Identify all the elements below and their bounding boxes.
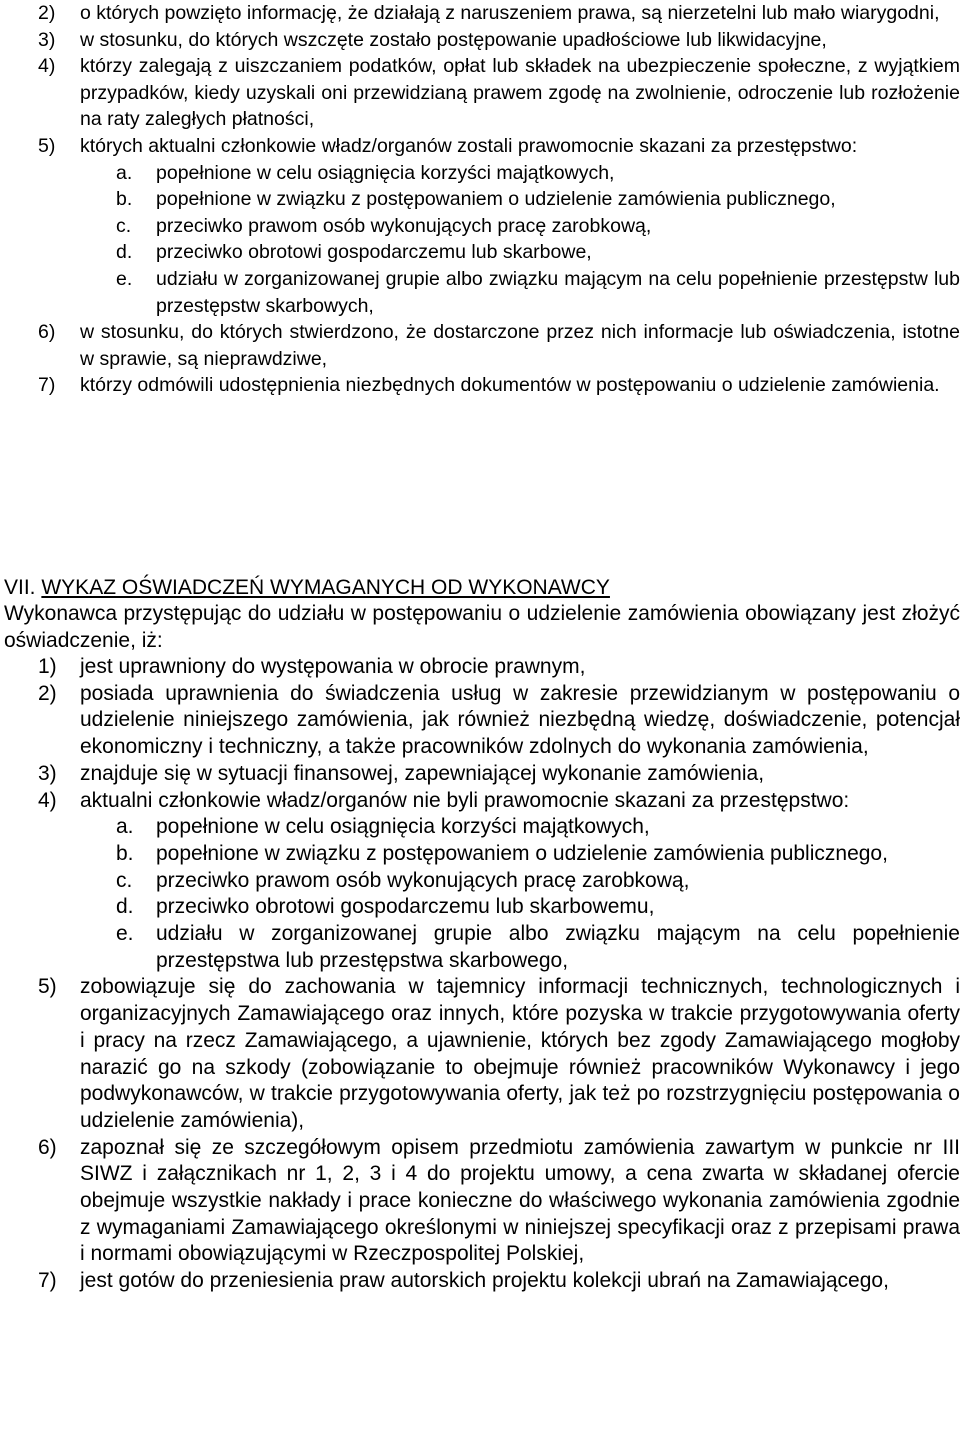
sub-item-letter: a. bbox=[116, 161, 133, 184]
list-item bbox=[38, 319, 960, 372]
sub-item-letter: a. bbox=[116, 815, 134, 839]
sub-item bbox=[116, 186, 960, 213]
list-item bbox=[38, 761, 960, 788]
item-number: 1) bbox=[38, 655, 57, 678]
list-item bbox=[38, 0, 960, 27]
declarations-list bbox=[38, 654, 960, 1295]
sub-item-letter: e. bbox=[116, 922, 134, 946]
item-text: zobowiązuje się do zachowania w tajemnicy informacji technicznych, technologicznych i organizacyjnych Zamawiającego oraz innych, które pozyska w trakcie przygotowywania oferty i pracy na rzecz Zamawiającego, a ujawnienie, których bez zgody Zamawiającego mogłoby narazić go na szkody (zobowiązanie to obejmuje również pracowników Wykonawcy i jego podwykonawców, w trakcie przygotowywania oferty, jak też po rozstrzygnięciu postępowania o udzielenie zamówienia), bbox=[80, 975, 960, 1132]
sub-item-letter: b. bbox=[116, 841, 134, 865]
sub-item-text: przeciwko prawom osób wykonujących pracę zarobkową, bbox=[156, 868, 690, 892]
sub-item bbox=[116, 921, 960, 974]
item-number: 5) bbox=[38, 975, 57, 999]
item-number: 7) bbox=[38, 374, 56, 397]
list-item bbox=[38, 133, 960, 160]
list-item bbox=[38, 974, 960, 1134]
sub-item bbox=[116, 160, 960, 187]
sub-item-letter: b. bbox=[116, 188, 133, 211]
list-item bbox=[38, 1135, 960, 1269]
section-heading bbox=[4, 574, 960, 601]
item-text: zapoznał się ze szczegółowym opisem przedmiotu zamówienia zawartym w punkcie nr III SIWZ i załącznikach nr 1, 2, 3 i 4 do projektu umowy, a cena zwarta w składanej ofercie obejmuje wszystkie nakłady i prace konieczne do właściwego wykonania zamówienia zgodnie z wymaganiami Zamawiającego określonymi w niniejszej specyfikacji oraz z przepisami prawa i normami obowiązującymi w Rzeczpospolitej Polskiej, bbox=[80, 1135, 960, 1266]
sub-item bbox=[116, 814, 960, 841]
list-item bbox=[38, 1268, 960, 1295]
sub-item-text: przeciwko obrotowi gospodarczemu lub skarbowe, bbox=[156, 241, 592, 264]
sub-item-text: popełnione w związku z postępowaniem o udzielenie zamówienia publicznego, bbox=[156, 841, 888, 865]
item-text: posiada uprawnienia do świadczenia usług w zakresie przewidzianym w postępowaniu o udzielenie niniejszego zamówienia, jak również niezbędną wiedzę, doświadczenie, potencjał ekonomiczny i techniczny, a także pracowników zdolnych do wykonania zamówienia, bbox=[80, 681, 960, 759]
item-number: 6) bbox=[38, 321, 56, 344]
sub-list bbox=[38, 160, 960, 320]
sub-list bbox=[38, 814, 960, 974]
section-number: VII. bbox=[4, 576, 36, 599]
sub-item-text: popełnione w celu osiągnięcia korzyści majątkowych, bbox=[156, 815, 650, 839]
sub-item-letter: e. bbox=[116, 267, 133, 290]
item-text: którzy odmówili udostępnienia niezbędnych dokumentów w postępowaniu o udzielenie zamówienia. bbox=[80, 374, 940, 397]
item-number: 2) bbox=[38, 2, 56, 24]
item-number: 4) bbox=[38, 55, 56, 78]
item-text: o których powzięto informację, że działają z naruszeniem prawa, są nierzetelni lub mało wiarygodni, bbox=[80, 2, 940, 24]
sub-item bbox=[116, 894, 960, 921]
list-item bbox=[38, 372, 960, 399]
item-number: 6) bbox=[38, 1135, 57, 1159]
list-item bbox=[38, 681, 960, 761]
list-item bbox=[38, 27, 960, 54]
item-number: 7) bbox=[38, 1269, 57, 1293]
sub-item bbox=[116, 841, 960, 868]
item-text: którzy zalegają z uiszczaniem podatków, opłat lub składek na ubezpieczenie społeczne, z wyjątkiem przypadków, kiedy uzyskali oni przewidzianą prawem zgodę na zwolnienie, odroczenie lub rozłożenie na raty zaległych płatności, bbox=[80, 55, 960, 131]
sub-item-letter: d. bbox=[116, 895, 134, 919]
item-number: 2) bbox=[38, 681, 57, 705]
item-number: 3) bbox=[38, 761, 57, 785]
item-text: aktualni członkowie władz/organów nie byli prawomocnie skazani za przestępstwo: bbox=[80, 788, 850, 812]
section-intro: Wykonawca przystępując do udziału w postępowaniu o udzielenie zamówienia obowiązany jest złożyć oświadczenie, iż: bbox=[4, 602, 960, 652]
sub-item bbox=[116, 213, 960, 240]
sub-item bbox=[116, 266, 960, 319]
section-title: WYKAZ OŚWIADCZEŃ WYMAGANYCH OD WYKONAWCY bbox=[41, 576, 610, 599]
item-number: 5) bbox=[38, 134, 56, 157]
sub-item-letter: c. bbox=[116, 868, 133, 892]
sub-item-text: popełnione w związku z postępowaniem o udzielenie zamówienia publicznego, bbox=[156, 188, 836, 211]
item-number: 3) bbox=[38, 28, 56, 51]
item-number: 4) bbox=[38, 788, 57, 812]
sub-item-letter: c. bbox=[116, 214, 132, 237]
sub-item bbox=[116, 868, 960, 895]
item-text: których aktualni członkowie władz/organów zostali prawomocnie skazani za przestępstwo: bbox=[80, 134, 858, 157]
item-text: znajduje się w sytuacji finansowej, zapewniającej wykonanie zamówienia, bbox=[80, 761, 765, 785]
sub-item bbox=[116, 239, 960, 266]
list-item bbox=[38, 654, 960, 681]
item-text: jest gotów do przeniesienia praw autorskich projektu kolekcji ubrań na Zamawiającego, bbox=[80, 1269, 889, 1293]
exclusion-list bbox=[38, 0, 960, 399]
sub-item-text: udziału w zorganizowanej grupie albo związku mającym na celu popełnienie przestępstwa lub przestępstwa skarbowego, bbox=[156, 922, 960, 972]
sub-item-text: przeciwko obrotowi gospodarczemu lub skarbowemu, bbox=[156, 895, 655, 919]
item-text: w stosunku, do których stwierdzono, że dostarczone przez nich informacje lub oświadczenia, istotne w sprawie, są nieprawdziwe, bbox=[80, 321, 960, 370]
sub-item-text: popełnione w celu osiągnięcia korzyści majątkowych, bbox=[156, 161, 615, 184]
sub-item-letter: d. bbox=[116, 241, 133, 264]
list-item bbox=[38, 788, 960, 815]
item-text: jest uprawniony do występowania w obrocie prawnym, bbox=[80, 655, 586, 678]
sub-item-text: przeciwko prawom osób wykonujących pracę zarobkową, bbox=[156, 214, 652, 237]
sub-item-text: udziału w zorganizowanej grupie albo związku mającym na celu popełnienie przestępstw lub przestępstw skarbowych, bbox=[156, 267, 960, 317]
item-text: w stosunku, do których wszczęte zostało postępowanie upadłościowe lub likwidacyjne, bbox=[80, 28, 827, 51]
list-item bbox=[38, 53, 960, 133]
